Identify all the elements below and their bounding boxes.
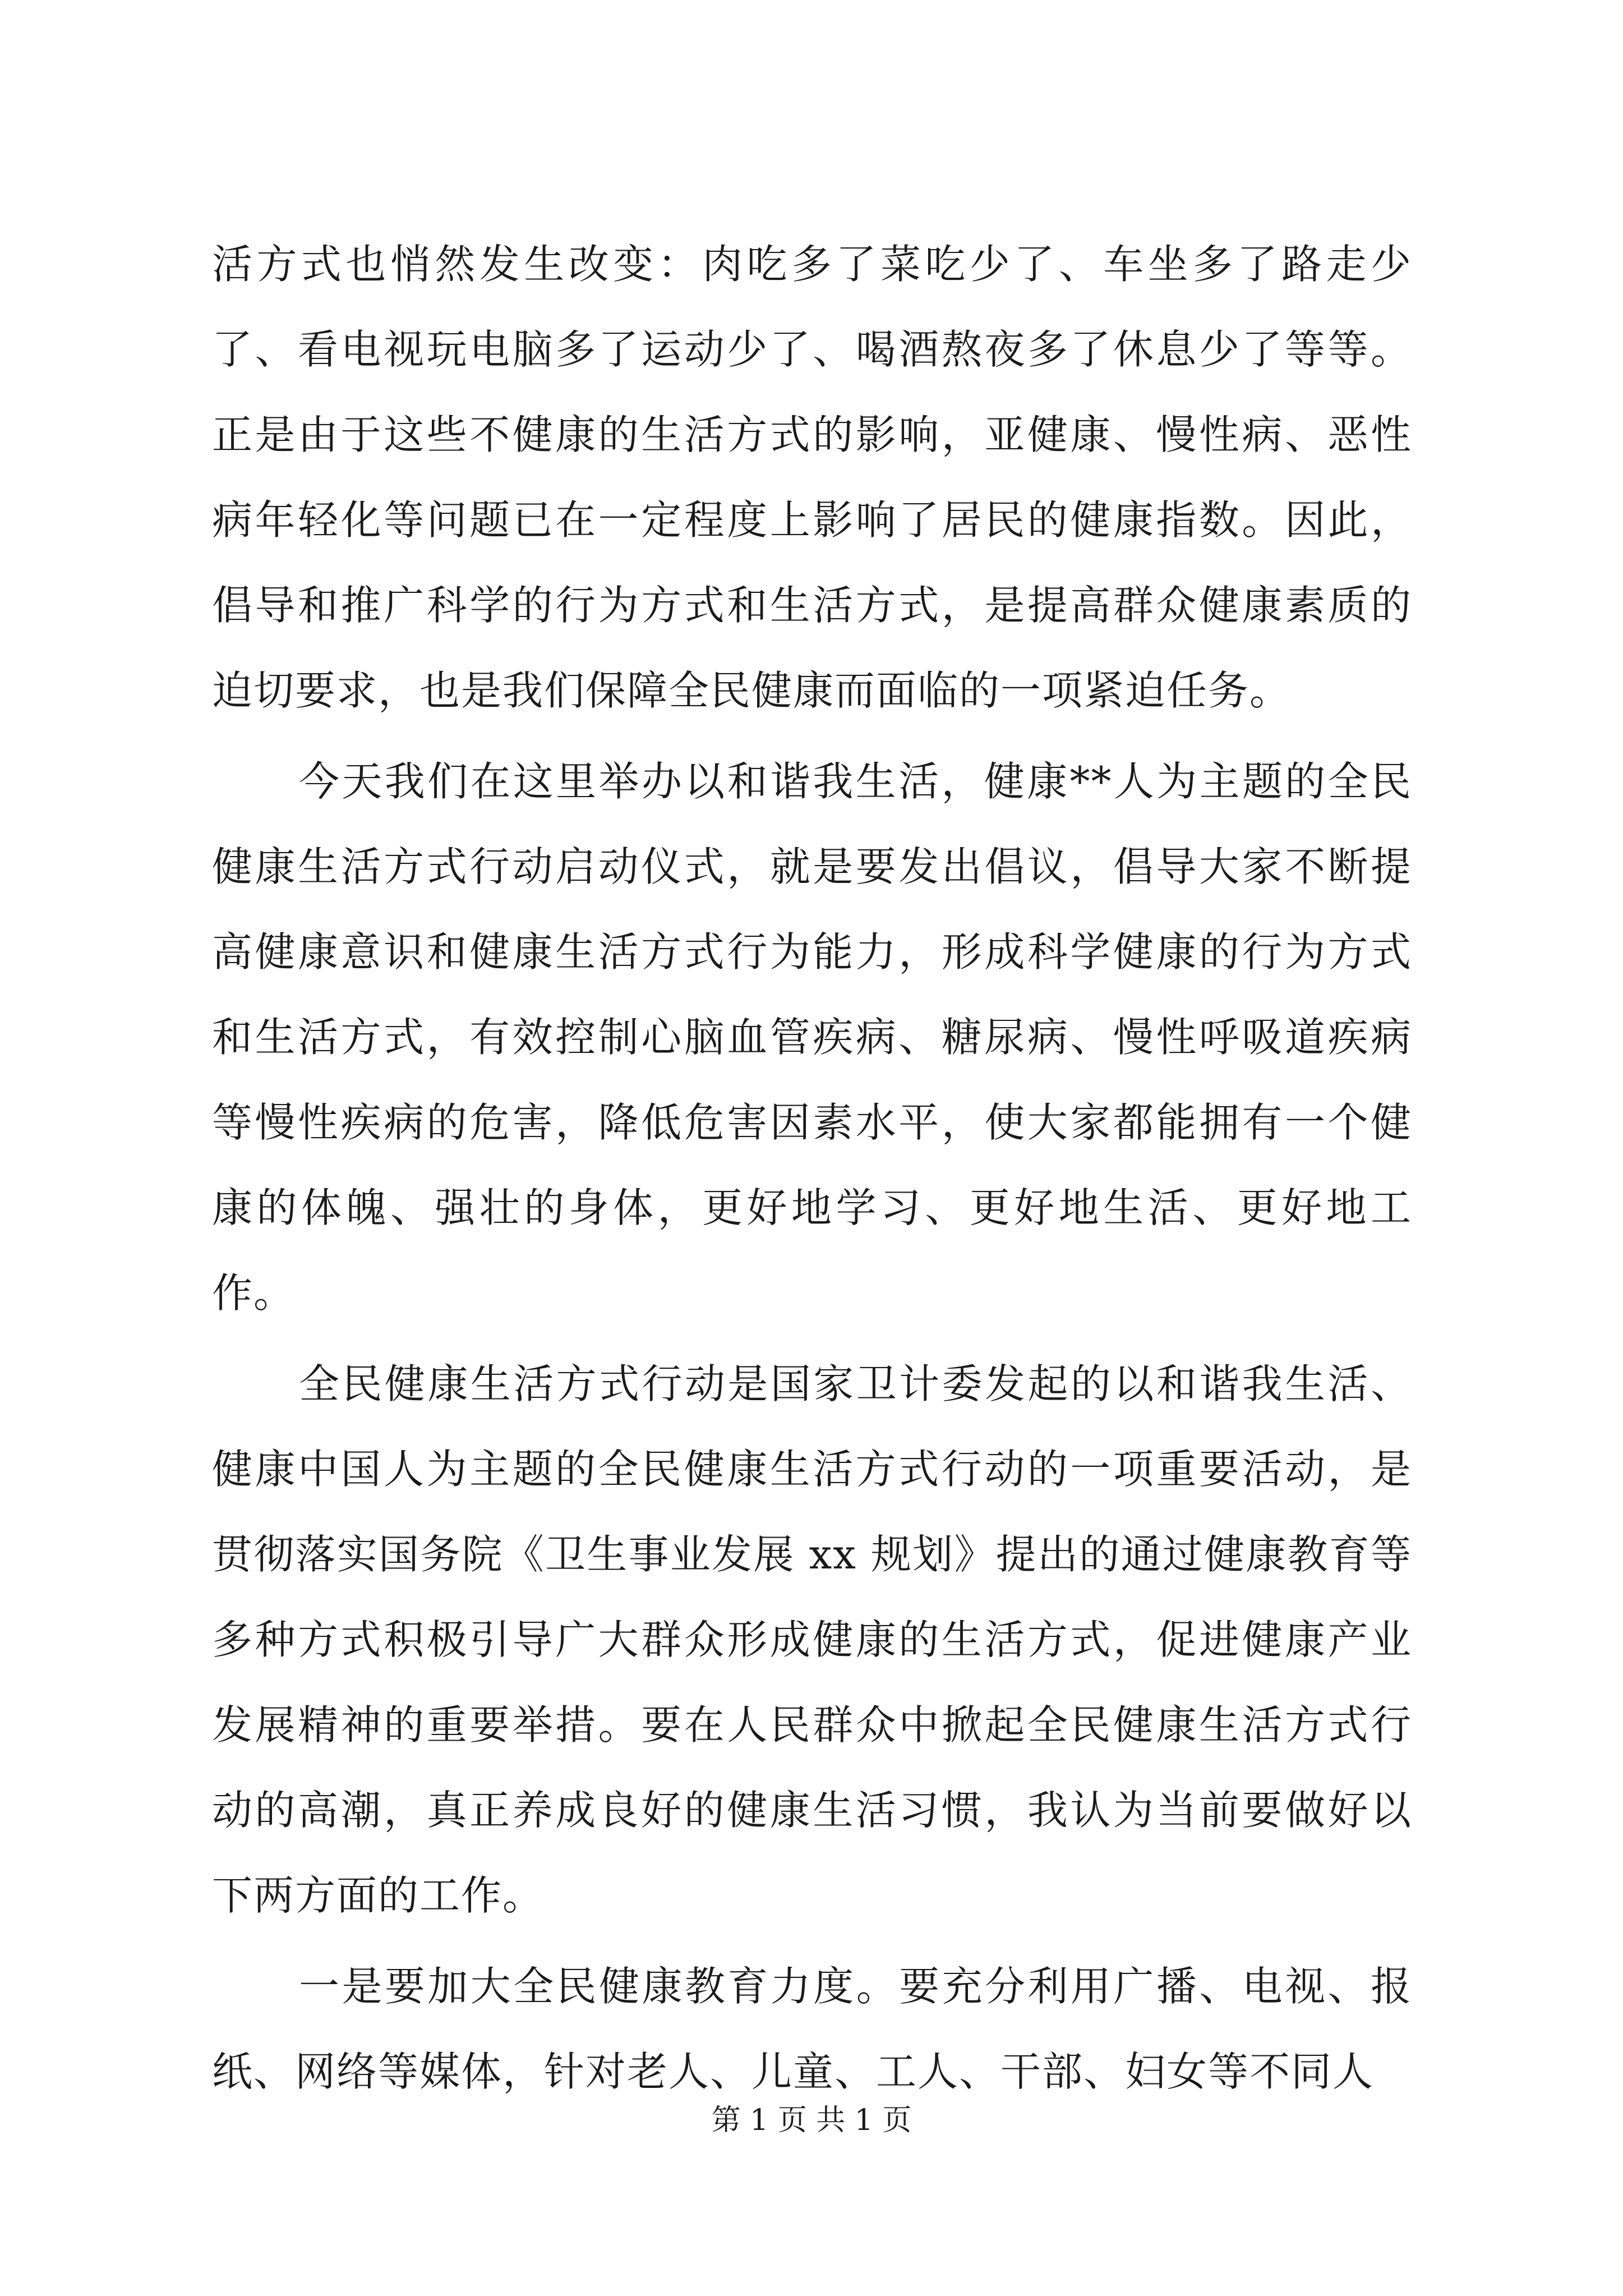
paragraph-1: 活方式也悄然发生改变：肉吃多了菜吃少了、车坐多了路走少了、看电视玩电脑多了运动少了、喝酒熬夜多了休息少了等等。正是由于这些不健康的生活方式的影响，亚健康、慢性病、恶性病年轻化等问题已在一定程度上影响了居民的健康指数。因此，倡导和推广科学的行为方式和生活方式，是提高群众健康素质的迫切要求，也是我们保障全民健康而面临的一项紧迫任务。 — [212, 241, 1412, 714]
paragraph-4: 一是要加大全民健康教育力度。要充分利用广播、电视、报纸、网络等媒体，针对老人、儿童、工人、干部、妇女等不同人 — [212, 1963, 1412, 2095]
page-number-footer: 第 1 页 共 1 页 — [711, 2104, 912, 2137]
paragraph-3: 全民健康生活方式行动是国家卫计委发起的以和谐我生活、健康中国人为主题的全民健康生活方式行动的一项重要活动，是贯彻落实国务院《卫生事业发展 xx 规划》提出的通过健康教育等多种方式积极引导广大群众形成健康的生活方式，促进健康产业发展精神的重要举措。要在人民群众中掀起全民健康生活方式行动的高潮，真正养成良好的健康生活习惯，我认为当前要做好以下两方面的工作。 — [212, 1360, 1412, 1919]
paragraph-2: 今天我们在这里举办以和谐我生活，健康**人为主题的全民健康生活方式行动启动仪式，就是要发出倡议，倡导大家不断提高健康意识和健康生活方式行为能力，形成科学健康的行为方式和生活方式，有效控制心脑血管疾病、糖尿病、慢性呼吸道疾病等慢性疾病的危害，降低危害因素水平，使大家都能拥有一个健康的体魄、强壮的身体，更好地学习、更好地生活、更好地工作。 — [212, 758, 1412, 1317]
document-body — [212, 222, 1412, 2114]
